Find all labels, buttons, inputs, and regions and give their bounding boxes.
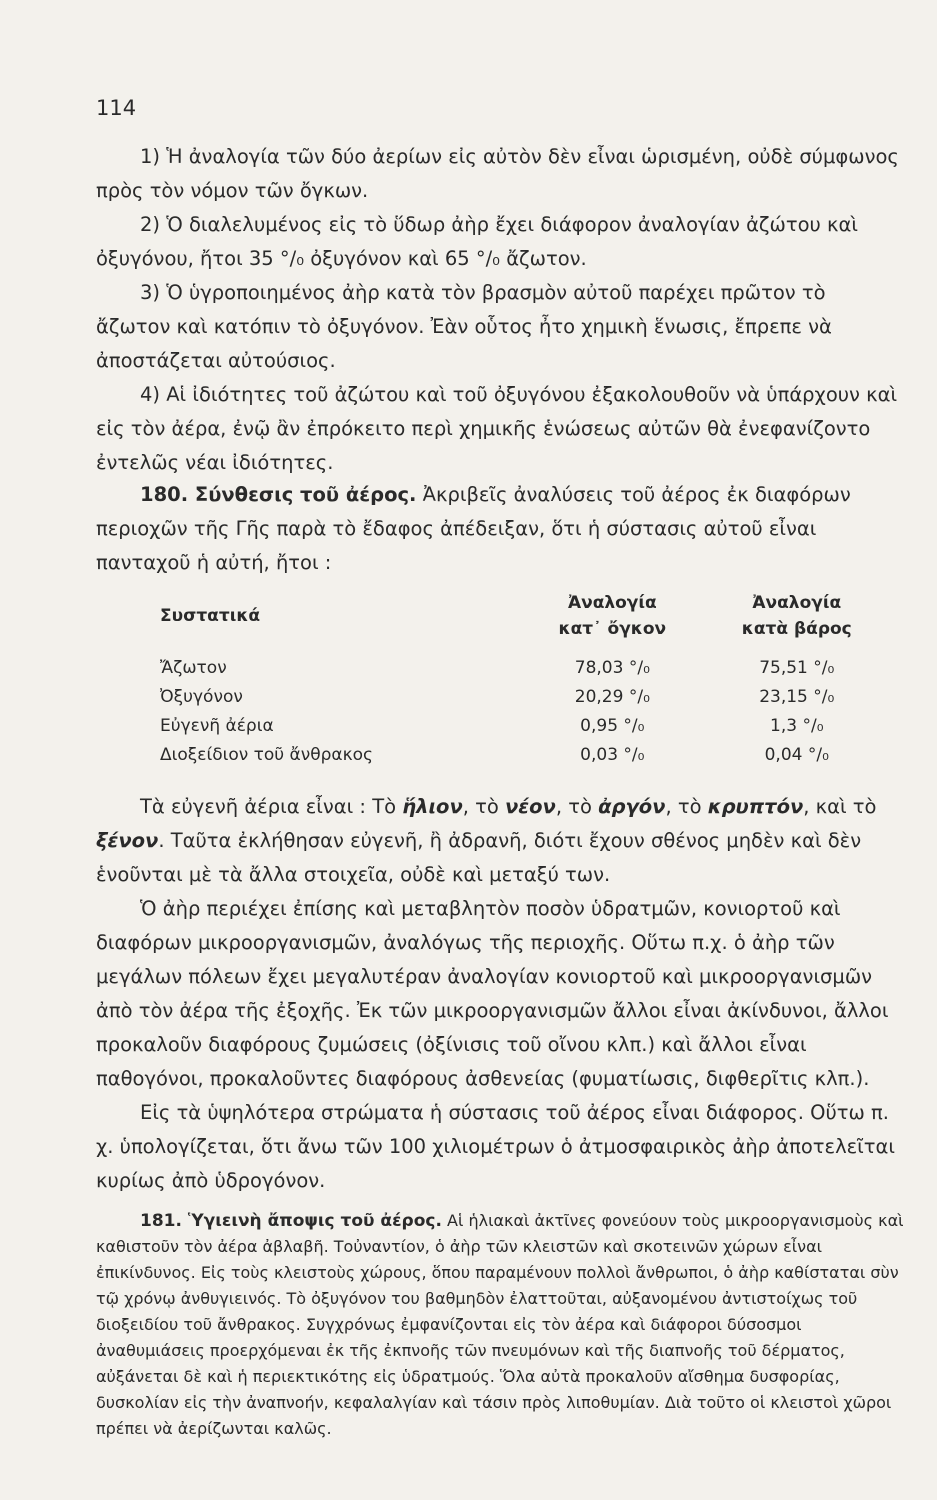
header-weight-line1: Ἀναλογία: [752, 593, 842, 613]
body-text: [96, 790, 906, 1198]
dust-paragraph: Ὁ ἀὴρ περιέχει ἐπίσης καὶ μεταβλητὸν ποσὸν ὑδρατμῶν, κονιορτοῦ καὶ διαφόρων μικροοργανισμῶν, ἀναλόγως τῆς περιοχῆς. Οὕτω π.χ. ὁ ἀὴρ τῶν μεγάλων πόλεων ἔχει μεγαλυτέραν ἀναλογίαν κονιορτοῦ καὶ μικροοργανισμῶν ἀπὸ τὸν ἀέρα τῆς ἐξοχῆς. Ἐκ τῶν μικροοργανισμῶν ἄλλοι εἶναι ἀκίνδυνοι, ἄλλοι προκαλοῦν διαφόρους ζυμώσεις (ὀξίνισις τοῦ οἴνου κλπ.) καὶ ἄλλοι εἶναι παθογόνοι, προκαλοῦντες διαφόρους ἀσθενείας (φυματίωσις, διφθερῖτις κλπ.).: [96, 897, 889, 1090]
header-component: Συστατικά: [160, 606, 261, 626]
header-volume-line1: Ἀναλογία: [567, 593, 657, 613]
page-number: 114: [96, 96, 137, 120]
cell-weight: 75,51 °/₀: [759, 658, 835, 678]
header-volume: [521, 590, 703, 654]
section-180-heading: 180. Σύνθεσις τοῦ ἀέρος.: [140, 483, 417, 506]
composition-table: [160, 590, 890, 770]
table-header-row: [160, 590, 890, 654]
header-weight: [704, 590, 890, 654]
cell-volume: 78,03 °/₀: [574, 658, 650, 678]
noble-xenon: ξένον: [96, 829, 159, 852]
table-row: [160, 683, 890, 712]
list-item-3: 3) Ὁ ὑγροποιημένος ἀὴρ κατὰ τὸν βρασμὸν αὐτοῦ παρέχει πρῶτον τὸ ἄζωτον καὶ κατόπιν τὸ ὀξυγόνον. Ἐὰν οὗτος ἦτο χημικὴ ἕνωσις, ἔπρεπε νὰ ἀποστάζεται αὐτούσιος.: [96, 281, 832, 372]
upper-atmosphere-paragraph: Εἰς τὰ ὑψηλότερα στρώματα ἡ σύστασις τοῦ ἀέρος εἶναι διάφορος. Οὕτω π. χ. ὑπολογίζεται, ὅτι ἄνω τῶν 100 χιλιομέτρων ὁ ἀτμοσφαιρικὸς ἀὴρ ἀποτελεῖται κυρίως ἀπὸ ὑδρογόνον.: [96, 1101, 895, 1192]
section-180: [96, 478, 906, 580]
cell-volume: 20,29 °/₀: [574, 687, 650, 707]
cell-name: Ὀξυγόνον: [160, 687, 243, 707]
header-volume-line2: κατ᾿ ὄγκον: [558, 619, 667, 639]
numbered-list: [96, 140, 906, 480]
table-row: [160, 654, 890, 683]
list-item-2: 2) Ὁ διαλελυμένος εἰς τὸ ὕδωρ ἀὴρ ἔχει διάφορον ἀναλογίαν ἀζώτου καὶ ὀξυγόνου, ἤτοι 35 °/₀ ὀξυγόνον καὶ 65 °/₀ ἄζωτον.: [96, 213, 858, 270]
noble-gases-paragraph: [96, 790, 906, 892]
list-item-4: 4) Αἱ ἰδιότητες τοῦ ἀζώτου καὶ τοῦ ὀξυγόνου ἐξακολουθοῦν νὰ ὑπάρχουν καὶ εἰς τὸν ἀέρα, ἐνῷ ἂν ἐπρόκειτο περὶ χημικῆς ἑνώσεως αὐτῶν θὰ ἐνεφανίζοντο ἐντελῶς νέαι ἰδιότητες.: [96, 383, 898, 474]
table-row: [160, 712, 890, 741]
noble-text-4: , τὸ: [665, 795, 708, 818]
cell-volume: 0,03 °/₀: [580, 745, 645, 765]
noble-krypton: κρυπτόν: [707, 795, 804, 818]
noble-text-5: , καὶ τὸ: [803, 795, 877, 818]
cell-weight: 23,15 °/₀: [759, 687, 835, 707]
cell-weight: 0,04 °/₀: [764, 745, 829, 765]
cell-weight: 1,3 °/₀: [770, 716, 824, 736]
cell-name: Διοξείδιον τοῦ ἄνθρακος: [160, 745, 374, 765]
list-item-1: 1) Ἡ ἀναλογία τῶν δύο ἀερίων εἰς αὐτὸν δὲν εἶναι ὡρισμένη, οὐδὲ σύμφωνος πρὸς τὸν νόμον τῶν ὄγκων.: [96, 145, 899, 202]
section-181: [96, 1208, 906, 1442]
cell-name: Εὐγενῆ ἀέρια: [160, 716, 274, 736]
noble-text-3: , τὸ: [555, 795, 599, 818]
noble-neon: νέον: [505, 795, 556, 818]
section-180-text: Ἀκριβεῖς ἀναλύσεις τοῦ ἀέρος ἐκ διαφόρων περιοχῶν τῆς Γῆς παρὰ τὸ ἔδαφος ἀπέδειξαν, ὅτι ἡ σύστασις αὐτοῦ εἶναι πανταχοῦ ἡ αὐτή, ἤτοι :: [96, 483, 851, 574]
cell-volume: 0,95 °/₀: [580, 716, 645, 736]
section-181-heading: 181. Ὑγιεινὴ ἄποψις τοῦ ἀέρος.: [140, 1211, 442, 1231]
cell-name: Ἄζωτον: [160, 658, 227, 678]
noble-argon: ἀργόν: [598, 795, 666, 818]
table-row: [160, 741, 890, 770]
section-181-paragraph: [96, 1208, 906, 1442]
section-180-paragraph: [96, 478, 906, 580]
noble-text-6: . Ταῦτα ἐκλήθησαν εὐγενῆ, ἢ ἀδρανῆ, διότι ἔχουν σθένος μηδὲν καὶ δὲν ἑνοῦνται μὲ τὰ ἄλλα στοιχεῖα, οὐδὲ καὶ μεταξύ των.: [96, 829, 862, 886]
header-weight-line2: κατὰ βάρος: [741, 619, 852, 639]
noble-text-2: , τὸ: [462, 795, 506, 818]
section-181-text: Αἱ ἡλιακαὶ ἀκτῖνες φονεύουν τοὺς μικροοργανισμοὺς καὶ καθιστοῦν τὸν ἀέρα ἀβλαβῆ. Τοὐναντίον, ὁ ἀὴρ τῶν κλειστῶν καὶ σκοτεινῶν χώρων εἶναι ἐπικίνδυνος. Εἰς τοὺς κλειστοὺς χώρους, ὅπου παραμένουν πολλοὶ ἄνθρωποι, ὁ ἀὴρ καθίσταται σὺν τῷ χρόνῳ ἀνθυγιεινός. Τὸ ὀξυγόνον του βαθμηδὸν ἐλαττοῦται, αὐξανομένου ἀντιστοίχως τοῦ διοξειδίου τοῦ ἄνθρακος. Συγχρόνως ἐμφανίζονται εἰς τὸν ἀέρα καὶ διάφοροι δύσοσμοι ἀναθυμιάσεις προερχόμεναι ἐκ τῆς ἐκπνοῆς τῶν πνευμόνων καὶ τῆς διαπνοῆς τοῦ δέρματος, αὐξάνεται δὲ καὶ ἡ περιεκτικότης εἰς ὑδρατμούς. Ὅλα αὐτὰ προκαλοῦν αἴσθημα δυσφορίας, δυσκολίαν εἰς τὴν ἀναπνοήν, κεφαλαλγίαν καὶ τάσιν πρὸς λιποθυμίαν. Διὰ τοῦτο οἱ κλειστοὶ χῶροι πρέπει νὰ ἀερίζωνται καλῶς.: [96, 1211, 904, 1438]
noble-text-1: Τὰ εὐγενῆ ἀέρια εἶναι : Τὸ: [140, 795, 403, 818]
noble-helium: ἥλιον: [402, 795, 463, 818]
